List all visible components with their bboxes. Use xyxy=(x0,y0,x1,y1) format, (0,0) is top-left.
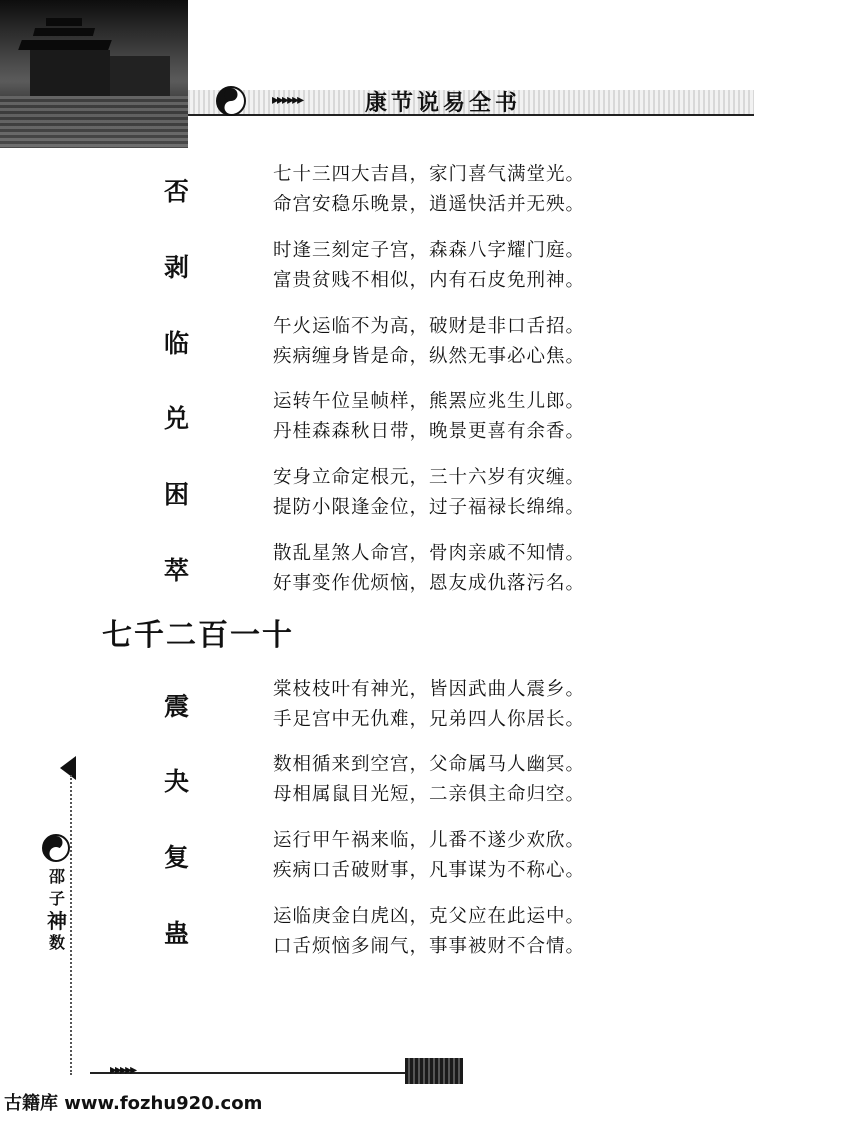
verse-entry xyxy=(0,160,866,230)
hexagram-name: 临 xyxy=(164,329,190,358)
watermark-text: 古籍库 www.fozhu920.com xyxy=(4,1093,263,1114)
verse-line: 丹桂森森秋日带，晚景更喜有余香。 xyxy=(273,421,586,442)
verse-entry xyxy=(0,236,866,306)
verse-line: 七十三四大吉昌，家门喜气满堂光。 xyxy=(273,164,586,185)
verse-entry xyxy=(0,826,866,896)
verse-line: 运行甲午祸来临，儿番不遂少欢欣。 xyxy=(273,830,586,851)
verse-line: 安身立命定根元，三十六岁有灾缠。 xyxy=(273,467,586,488)
hexagram-name: 否 xyxy=(164,177,190,206)
side-triangle-icon xyxy=(60,756,76,780)
book-title: 康节说易全书 xyxy=(365,91,522,116)
header-photo xyxy=(0,0,188,148)
verse-line: 运转午位呈帧样，熊罴应兆生儿郎。 xyxy=(273,391,586,412)
yinyang-icon xyxy=(42,834,70,862)
sidebar-title-char: 邵 xyxy=(48,867,65,886)
verse-entry xyxy=(0,902,866,972)
hexagram-name: 蛊 xyxy=(164,919,190,948)
yinyang-icon xyxy=(216,86,246,116)
hexagram-name: 兑 xyxy=(164,404,190,433)
verse-line: 疾病缠身皆是命，纵然无事必心焦。 xyxy=(273,346,586,367)
sidebar-series-title xyxy=(46,866,68,954)
verse-line: 命宫安稳乐晚景，逍遥快活并无殃。 xyxy=(273,194,586,215)
verse-entry xyxy=(0,387,866,457)
sidebar-title-char: 数 xyxy=(48,933,65,952)
verse-line: 母相属鼠目光短，二亲俱主命归空。 xyxy=(273,784,586,805)
verse-entry xyxy=(0,675,866,745)
verse-line: 棠枝枝叶有神光，皆因武曲人震乡。 xyxy=(273,679,586,700)
hexagram-name: 夬 xyxy=(164,767,190,796)
verse-entry xyxy=(0,463,866,533)
footer-arrows: ▸▸▸▸▸ xyxy=(110,1062,136,1078)
verse-line: 时逢三刻定子宫，森森八字耀门庭。 xyxy=(273,240,586,261)
hexagram-name: 困 xyxy=(164,480,190,509)
verse-line: 运临庚金白虎凶，克父应在此运中。 xyxy=(273,906,586,927)
verse-line: 富贵贫贱不相似，内有石皮免刑神。 xyxy=(273,270,586,291)
verse-line: 口舌烦恼多闹气，事事被财不合情。 xyxy=(273,936,586,957)
verse-line: 疾病口舌破财事，凡事谋为不称心。 xyxy=(273,860,586,881)
section-number: 七千二百一十 xyxy=(102,618,294,653)
hexagram-name: 震 xyxy=(164,692,190,721)
verse-entry xyxy=(0,539,866,609)
hexagram-name: 萃 xyxy=(164,556,190,585)
side-dotted-rule xyxy=(70,775,72,1075)
page-number-block xyxy=(405,1058,463,1084)
header-arrows: ▸▸▸▸▸▸ xyxy=(272,92,303,108)
sidebar-title-char: 神 xyxy=(47,909,67,933)
sidebar-title-char: 子 xyxy=(48,889,65,908)
verse-entry xyxy=(0,750,866,820)
hexagram-name: 剥 xyxy=(164,253,190,282)
verse-line: 数相循来到空宫，父命属马人幽冥。 xyxy=(273,754,586,775)
verse-line: 提防小限逢金位，过子福禄长绵绵。 xyxy=(273,497,586,518)
verse-line: 好事变作优烦恼，恩友成仇落污名。 xyxy=(273,573,586,594)
verse-entry xyxy=(0,312,866,382)
hexagram-name: 复 xyxy=(164,843,190,872)
verse-line: 午火运临不为高，破财是非口舌招。 xyxy=(273,316,586,337)
verse-line: 手足宫中无仇难，兄弟四人你居长。 xyxy=(273,709,586,730)
verse-line: 散乱星煞人命宫，骨肉亲戚不知情。 xyxy=(273,543,586,564)
